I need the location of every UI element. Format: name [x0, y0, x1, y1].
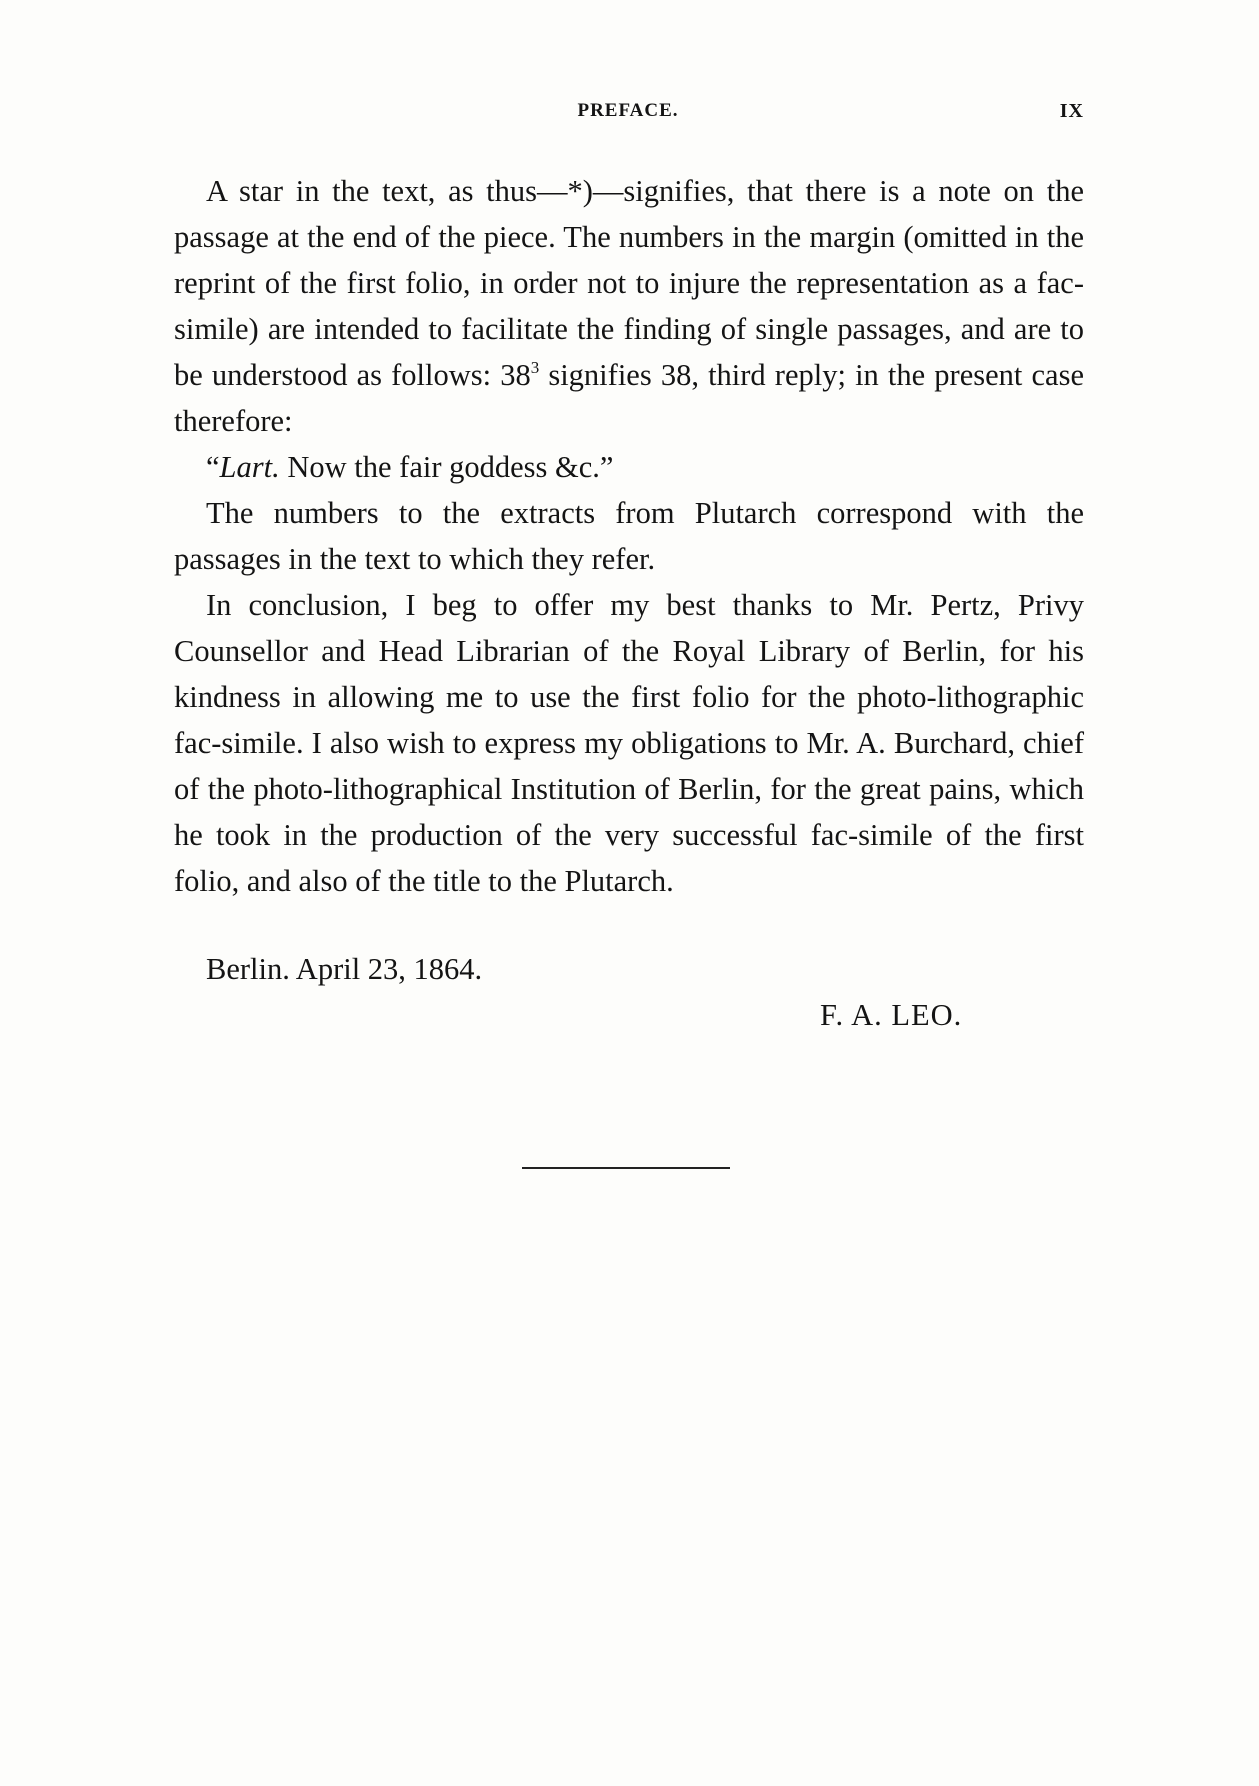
- quote-text: Now the fair goddess &c.”: [279, 450, 614, 484]
- place-date: Berlin. April 23, 1864.: [206, 952, 483, 986]
- paragraph-text: A star in the text, as thus—*)—signifies, that there is a note on the passage at the end of the piece. The numbers in the margin (omitted in the reprint of the first folio, in order not to injure the representation as a fac-simile) are intended to facilitate the finding of single passages, and are to be understood as follows: 38: [174, 174, 1084, 392]
- preface-body: [174, 168, 1084, 904]
- quote-speaker: Lart.: [219, 450, 280, 484]
- author-signature: F. A. LEO.: [820, 998, 963, 1032]
- paragraph-acknowledgements: In conclusion, I beg to offer my best thanks to Mr. Pertz, Privy Counsellor and Head Librarian of the Royal Library of Berlin, for his kindness in allowing me to use the first folio for the photo-lithographic fac-simile. I also wish to express my obligations to Mr. A. Burchard, chief of the photo-lithographical Institution of Berlin, for the great pains, which he took in the production of the very successful fac-simile of the first folio, and also of the title to the Plutarch.: [174, 588, 1084, 898]
- example-quote: [174, 444, 1084, 490]
- section-divider: [522, 1167, 730, 1169]
- paragraph-star-note: [174, 168, 1084, 444]
- page-number: IX: [1059, 100, 1084, 122]
- quote-open-mark: “: [206, 450, 220, 484]
- running-head: [172, 100, 1084, 130]
- paragraph-text: signifies 38, third reply; in the present case therefore:: [174, 358, 1084, 438]
- page-title: PREFACE.: [577, 100, 679, 121]
- superscript-reply-number: 3: [530, 358, 540, 377]
- paragraph-plutarch: The numbers to the extracts from Plutarch correspond with the passages in the text to which they refer.: [174, 496, 1084, 576]
